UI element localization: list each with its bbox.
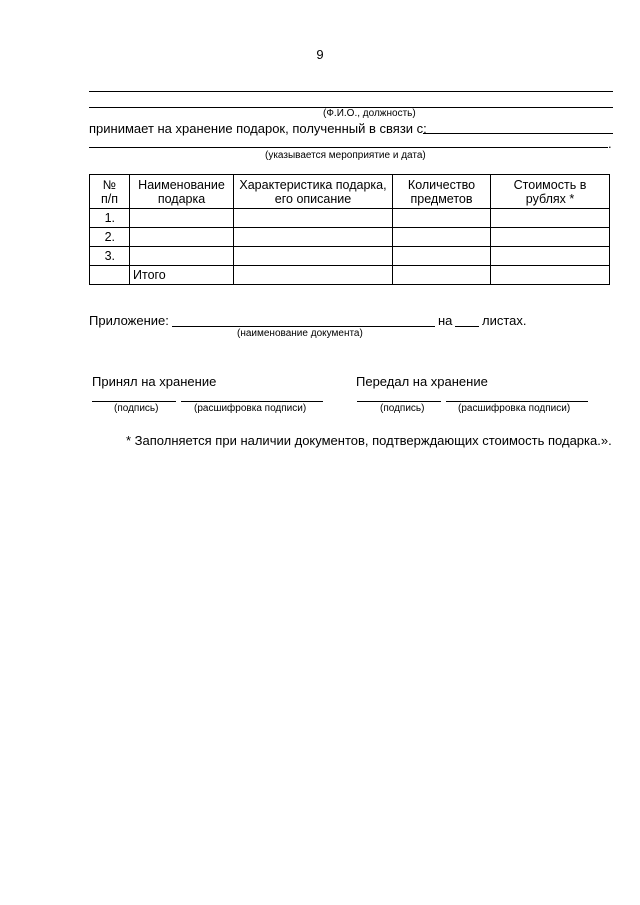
cell-cost[interactable] (491, 209, 610, 228)
handed-decode-caption: (расшифровка подписи) (458, 403, 571, 414)
accepts-text: принимает на хранение подарок, полученный в связи с: (89, 121, 427, 136)
received-decode-line[interactable] (181, 401, 323, 402)
attachment-document-line[interactable] (172, 326, 435, 327)
cell-name[interactable] (130, 228, 234, 247)
cell-quantity[interactable] (393, 209, 491, 228)
cell-description[interactable] (234, 228, 393, 247)
cell-name[interactable] (130, 247, 234, 266)
header-description: Характеристика подарка, его описание (234, 175, 393, 209)
cell-description[interactable] (234, 209, 393, 228)
header-name: Наименование подарка (130, 175, 234, 209)
handed-title: Передал на хранение (356, 374, 488, 389)
line-end-dot: . (608, 136, 612, 151)
cell-description[interactable] (234, 247, 393, 266)
table-row (90, 247, 610, 266)
attachment-label: Приложение: (89, 313, 169, 328)
received-sign-line[interactable] (92, 401, 176, 402)
gift-table (89, 174, 610, 285)
cell-number: 1. (90, 209, 130, 228)
table-row (90, 209, 610, 228)
cell-total-label: Итого (130, 266, 234, 285)
cell-number: 2. (90, 228, 130, 247)
cell-cost[interactable] (491, 228, 610, 247)
cell-total-description[interactable] (234, 266, 393, 285)
received-sign-caption: (подпись) (114, 403, 159, 414)
footnote: * Заполняется при наличии документов, подтверждающих стоимость подарка.». (126, 433, 612, 448)
received-title: Принял на хранение (92, 374, 217, 389)
header-cost: Стоимость в рублях * (491, 175, 610, 209)
received-decode-caption: (расшифровка подписи) (194, 403, 307, 414)
header-number: № п/п (90, 175, 130, 209)
attachment-on: на (438, 313, 453, 328)
table-header-row (90, 175, 610, 209)
cell-cost[interactable] (491, 247, 610, 266)
event-caption: (указывается мероприятие и дата) (265, 150, 426, 161)
cell-name[interactable] (130, 209, 234, 228)
occasion-line-2[interactable] (89, 147, 608, 148)
cell-total-cost[interactable] (491, 266, 610, 285)
header-quantity: Количество предметов (393, 175, 491, 209)
attachment-caption: (наименование документа) (237, 328, 363, 339)
fio-caption: (Ф.И.О., должность) (323, 108, 416, 119)
cell-number: 3. (90, 247, 130, 266)
cell-number (90, 266, 130, 285)
cell-quantity[interactable] (393, 228, 491, 247)
name-line-1[interactable] (89, 91, 613, 92)
page-number: 9 (316, 47, 324, 62)
table-row (90, 228, 610, 247)
occasion-line-1[interactable] (423, 133, 613, 134)
attachment-sheets-line[interactable] (455, 326, 479, 327)
handed-sign-line[interactable] (357, 401, 441, 402)
table-total-row (90, 266, 610, 285)
attachment-sheets: листах. (482, 313, 527, 328)
handed-sign-caption: (подпись) (380, 403, 425, 414)
cell-quantity[interactable] (393, 247, 491, 266)
handed-decode-line[interactable] (446, 401, 588, 402)
cell-total-quantity[interactable] (393, 266, 491, 285)
